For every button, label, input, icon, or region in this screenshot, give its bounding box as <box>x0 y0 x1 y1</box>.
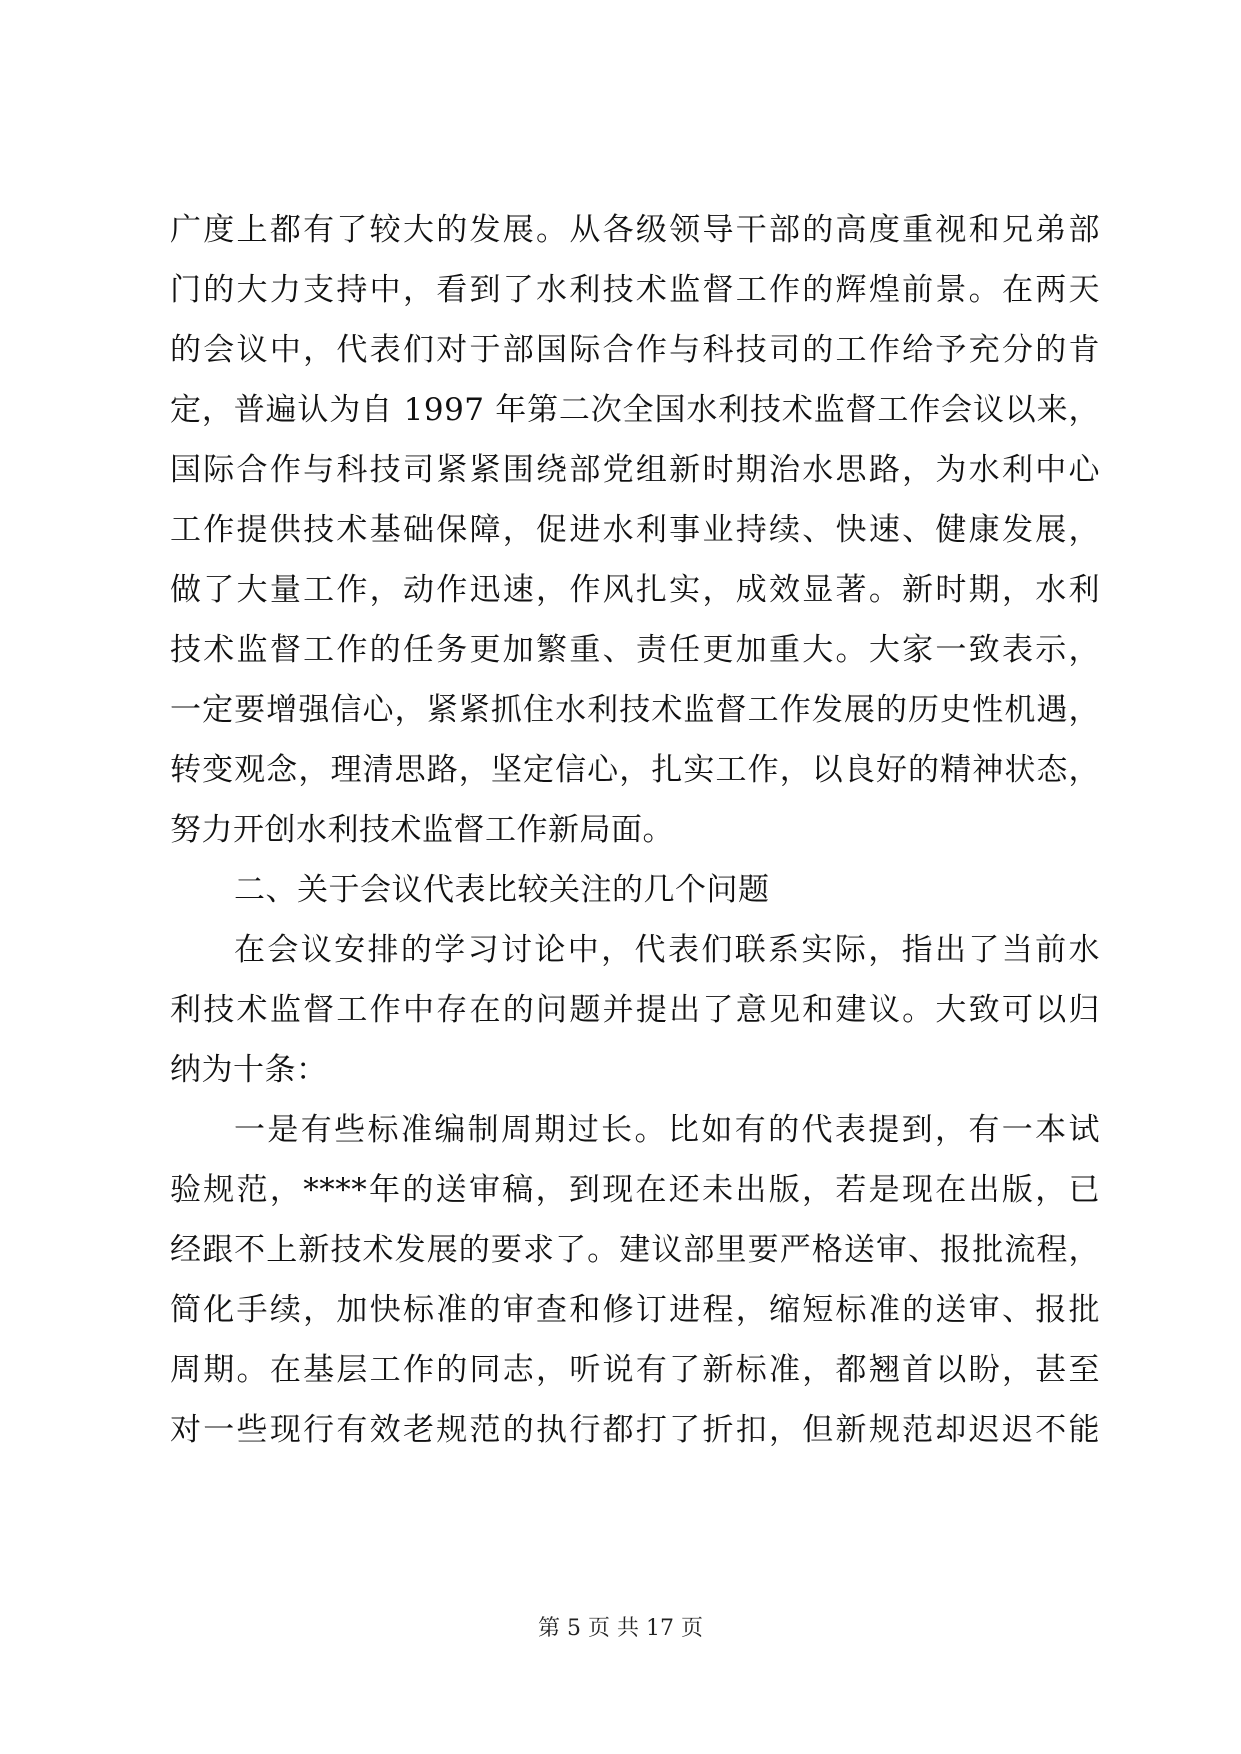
body-line: 一是有些标准编制周期过长。比如有的代表提到，有一本试 <box>234 1112 1100 1148</box>
section-heading: 二、关于会议代表比较关注的几个问题 <box>234 872 770 908</box>
body-line: 转变观念，理清思路，坚定信心，扎实工作，以良好的精神状态， <box>170 752 1100 788</box>
body-line: 做了大量工作，动作迅速，作风扎实，成效显著。新时期，水利 <box>170 572 1100 608</box>
body-line: 门的大力支持中，看到了水利技术监督工作的辉煌前景。在两天 <box>170 272 1100 308</box>
body-line: 一定要增强信心，紧紧抓住水利技术监督工作发展的历史性机遇， <box>170 692 1100 728</box>
body-line: 对一些现行有效老规范的执行都打了折扣，但新规范却迟迟不能 <box>170 1412 1100 1448</box>
paragraph-end-line: 纳为十条： <box>170 1052 328 1088</box>
body-line: 在会议安排的学习讨论中，代表们联系实际，指出了当前水 <box>234 932 1100 968</box>
body-line: 利技术监督工作中存在的问题并提出了意见和建议。大致可以归 <box>170 992 1100 1028</box>
body-line: 定，普遍认为自 1997 年第二次全国水利技术监督工作会议以来， <box>170 392 1100 428</box>
paragraph-end-line: 努力开创水利技术监督工作新局面。 <box>170 812 674 848</box>
body-line: 的会议中，代表们对于部国际合作与科技司的工作给予充分的肯 <box>170 332 1100 368</box>
body-line: 工作提供技术基础保障，促进水利事业持续、快速、健康发展， <box>170 512 1100 548</box>
body-line: 经跟不上新技术发展的要求了。建议部里要严格送审、报批流程， <box>170 1232 1100 1268</box>
body-line: 周期。在基层工作的同志，听说有了新标准，都翘首以盼，甚至 <box>170 1352 1100 1388</box>
body-line: 国际合作与科技司紧紧围绕部党组新时期治水思路，为水利中心 <box>170 452 1100 488</box>
body-line: 验规范，****年的送审稿，到现在还未出版，若是现在出版，已 <box>170 1172 1100 1208</box>
page-number-footer: 第 5 页 共 17 页 <box>538 1616 703 1641</box>
body-line: 广度上都有了较大的发展。从各级领导干部的高度重视和兄弟部 <box>170 212 1100 248</box>
body-line: 简化手续，加快标准的审查和修订进程，缩短标准的送审、报批 <box>170 1292 1100 1328</box>
body-line: 技术监督工作的任务更加繁重、责任更加重大。大家一致表示， <box>170 632 1100 668</box>
